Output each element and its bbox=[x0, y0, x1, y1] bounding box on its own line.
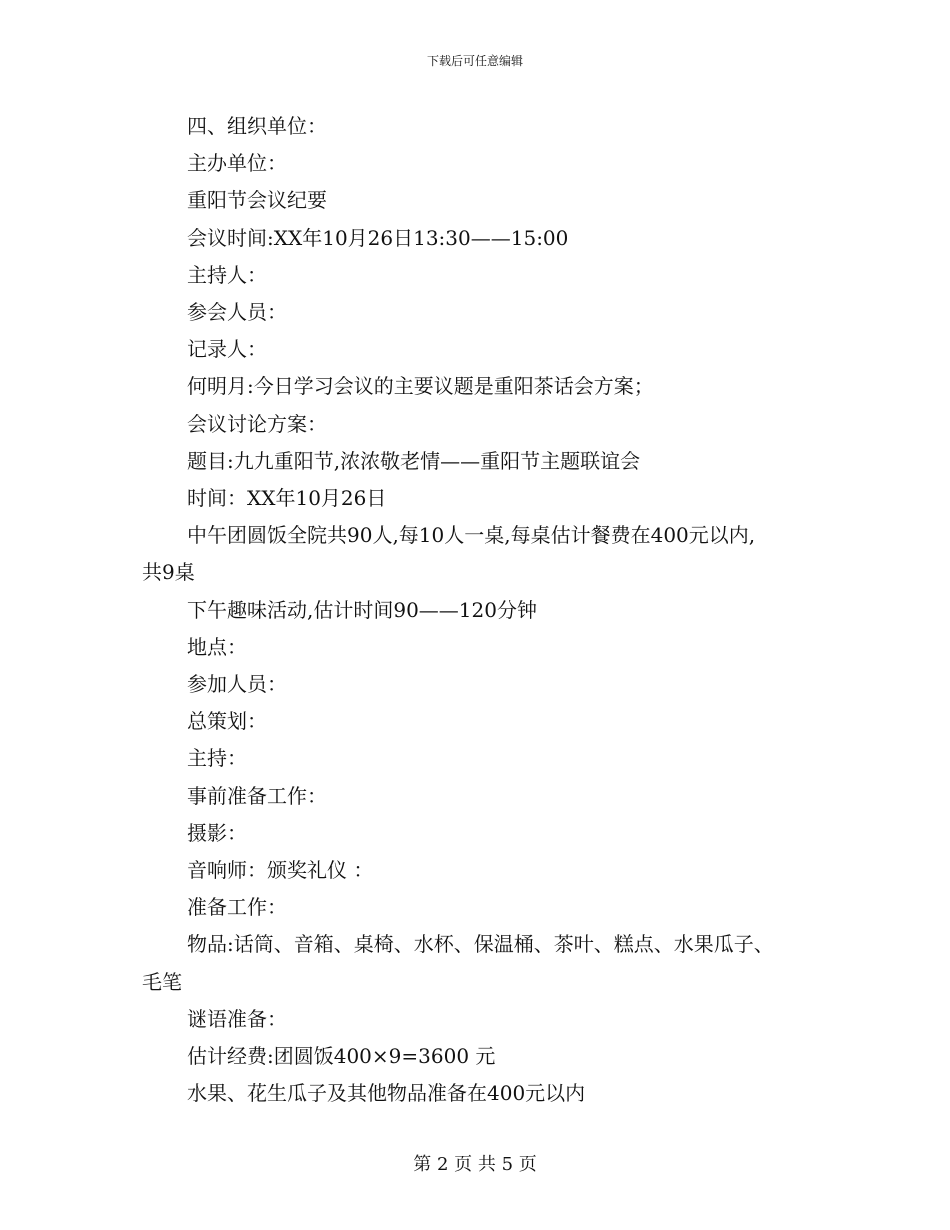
line-meeting-time: 会议时间:XX年10月26日13:30——15:00 bbox=[187, 225, 569, 250]
line-recorder: 记录人： bbox=[187, 337, 267, 362]
line-participants: 参加人员： bbox=[187, 672, 287, 697]
line-chair: 主持人： bbox=[187, 262, 267, 287]
line-lunch-continued: 共9桌 bbox=[142, 560, 195, 585]
line-event-date: 时间：XX年10月26日 bbox=[187, 486, 387, 511]
page-header: 下载后可任意编辑 bbox=[426, 54, 523, 68]
line-riddles: 谜语准备： bbox=[187, 1006, 287, 1031]
page-footer: 第 2 页 共 5 页 bbox=[413, 1154, 537, 1175]
line-preparation: 事前准备工作： bbox=[187, 783, 327, 808]
line-minutes-title: 重阳节会议纪要 bbox=[187, 188, 327, 213]
document-body bbox=[142, 108, 842, 1112]
line-agenda: 何明月:今日学习会议的主要议题是重阳茶话会方案； bbox=[187, 374, 654, 399]
heading-organizers: 四、组织单位： bbox=[187, 114, 327, 138]
line-budget: 估计经费:团圆饭400×9=3600 元 bbox=[187, 1044, 496, 1069]
line-other-budget: 水果、花生瓜子及其他物品准备在400元以内 bbox=[187, 1081, 586, 1106]
line-event-title: 题目:九九重阳节,浓浓敬老情——重阳节主题联谊会 bbox=[187, 448, 641, 473]
line-supplies-continued: 毛笔 bbox=[142, 969, 182, 994]
line-plan-discussion: 会议讨论方案： bbox=[187, 411, 327, 436]
line-lunch: 中午团圆饭全院共90人,每10人一桌,每桌估计餐费在400元以内, bbox=[187, 523, 756, 548]
line-host-unit: 主办单位： bbox=[187, 151, 287, 176]
line-sound-engineer: 音响师：颁奖礼仪 ： bbox=[187, 858, 374, 883]
line-location: 地点： bbox=[187, 634, 247, 659]
line-supplies: 物品:话筒、音箱、桌椅、水杯、保温桶、茶叶、糕点、水果瓜子、 bbox=[187, 932, 774, 957]
line-chief-planner: 总策划： bbox=[187, 709, 267, 734]
line-afternoon-activity: 下午趣味活动,估计时间90——120分钟 bbox=[187, 597, 537, 622]
line-host: 主持： bbox=[187, 746, 247, 771]
line-prep-work: 准备工作： bbox=[187, 895, 287, 920]
line-attendees: 参会人员： bbox=[187, 300, 287, 325]
line-photography: 摄影： bbox=[187, 820, 247, 845]
